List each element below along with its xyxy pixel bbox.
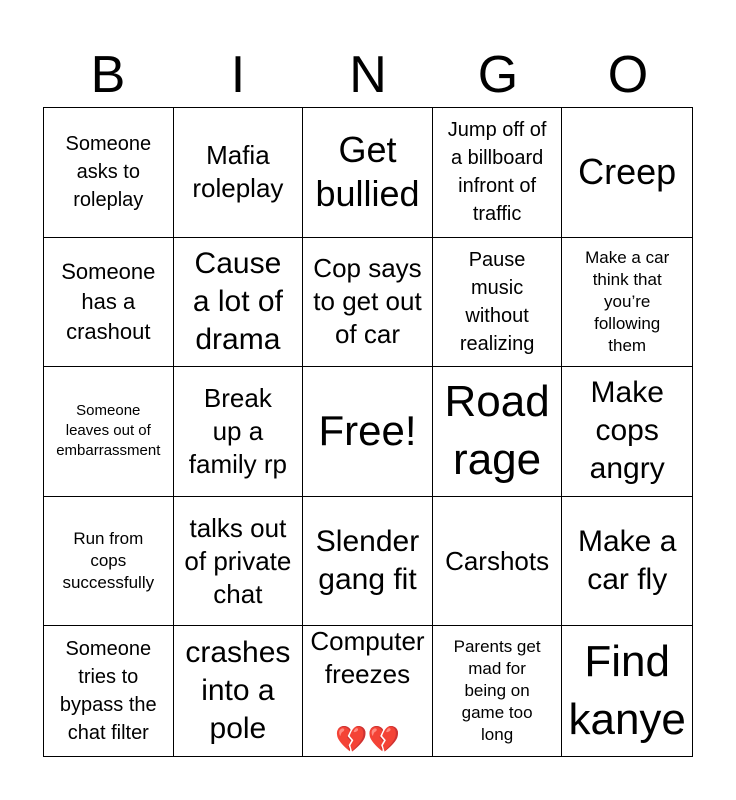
- bingo-cell[interactable]: [44, 626, 174, 756]
- header-letter-n: N: [349, 46, 387, 104]
- cell-text: Someone asks to roleplay: [65, 133, 152, 212]
- cell-text-group: [310, 626, 424, 756]
- bingo-header: [43, 42, 693, 108]
- cell-text: Parents get mad for being on game too long: [453, 637, 541, 745]
- cell-text: Someone tries to bypass the chat filter: [59, 638, 157, 745]
- bingo-cell[interactable]: [174, 626, 304, 756]
- bingo-cell[interactable]: [303, 497, 433, 627]
- bingo-cell[interactable]: [174, 108, 304, 238]
- cell-text: Make cops angry: [589, 376, 665, 486]
- header-letter-o: O: [607, 46, 649, 104]
- bingo-cell[interactable]: [44, 367, 174, 497]
- cell-text: talks out of private chat: [184, 512, 292, 609]
- cell-text: Carshots: [445, 545, 550, 576]
- bingo-cell[interactable]: [433, 367, 563, 497]
- bingo-cell[interactable]: [562, 497, 692, 627]
- broken-heart-icon: 💔💔: [335, 725, 400, 756]
- bingo-cell[interactable]: [433, 108, 563, 238]
- header-letter-i: I: [230, 46, 246, 104]
- cell-text: Jump off of a billboard infront of traffic: [447, 119, 547, 226]
- bingo-cell[interactable]: [303, 108, 433, 238]
- cell-text: Pause music without realizing: [459, 248, 535, 355]
- cell-text: Mafia roleplay: [192, 140, 284, 204]
- cell-text: Cause a lot of drama: [192, 246, 283, 356]
- header-letter-b: B: [90, 46, 126, 104]
- bingo-cell[interactable]: [44, 108, 174, 238]
- bingo-card-grid: [43, 107, 693, 757]
- cell-text: Find kanye: [568, 637, 686, 745]
- bingo-cell[interactable]: [433, 238, 563, 368]
- cell-text: Get bullied: [315, 129, 420, 215]
- cell-text: Someone leaves out of embarrassment: [56, 402, 161, 460]
- bingo-cell[interactable]: [562, 238, 692, 368]
- bingo-cell[interactable]: [433, 497, 563, 627]
- cell-text: Creep: [578, 151, 677, 193]
- bingo-cell[interactable]: [174, 367, 304, 497]
- cell-text: Make a car think that you’re following them: [585, 247, 670, 355]
- cell-text: Run from cops successfully: [62, 529, 155, 593]
- free-space-cell[interactable]: [303, 367, 433, 497]
- cell-text: Make a car fly: [578, 525, 677, 597]
- cell-text: Cop says to get out of car: [313, 253, 422, 350]
- bingo-cell[interactable]: [303, 238, 433, 368]
- cell-text: crashes into a pole: [185, 636, 291, 746]
- cell-text: Road rage: [444, 377, 550, 485]
- bingo-cell[interactable]: [44, 497, 174, 627]
- bingo-cell[interactable]: [174, 238, 304, 368]
- bingo-cell[interactable]: [562, 626, 692, 756]
- bingo-cell[interactable]: [562, 367, 692, 497]
- bingo-cell[interactable]: [562, 108, 692, 238]
- bingo-cell[interactable]: [174, 497, 304, 627]
- cell-text: Computer freezes: [310, 626, 425, 690]
- cell-text: Slender gang fit: [315, 525, 420, 597]
- bingo-cell[interactable]: [433, 626, 563, 756]
- header-letter-g: G: [477, 46, 519, 104]
- cell-text: Break up a family rp: [188, 382, 288, 479]
- bingo-cell[interactable]: [44, 238, 174, 368]
- free-space-text: Free!: [318, 407, 417, 455]
- cell-text: Someone has a crashout: [61, 258, 156, 344]
- bingo-cell[interactable]: [303, 626, 433, 756]
